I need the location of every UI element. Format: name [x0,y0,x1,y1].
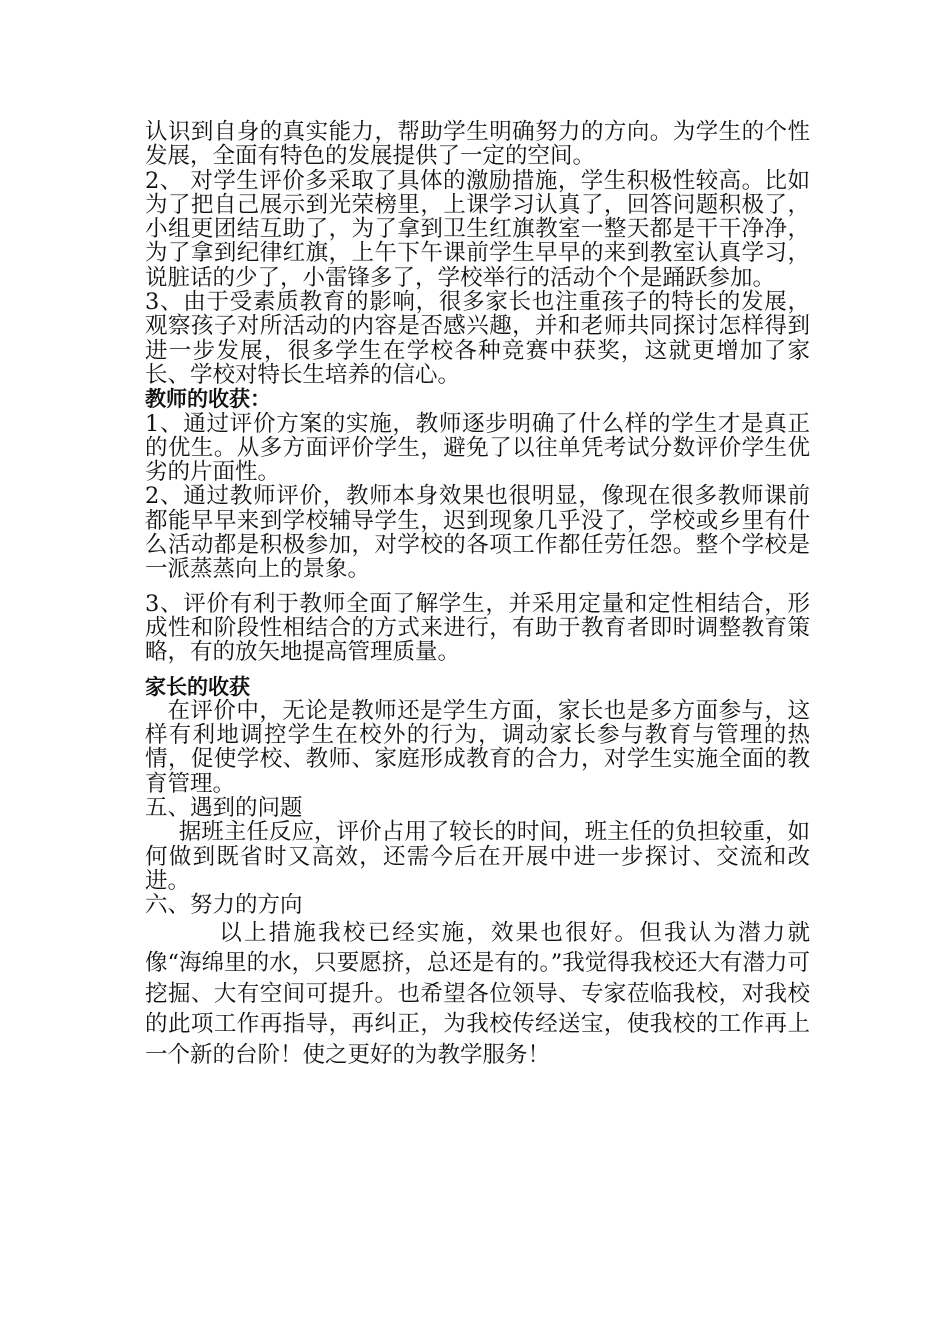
teacher-gains-paragraph-3: 3、评价有利于教师全面了解学生，并采用定量和定性相结合，形成性和阶段性相结合的方式来进行，有助于教育者即时调整教育策略，有的放矢地提高管理质量。 [145,590,810,666]
teacher-gains-paragraph-1: 1、通过评价方案的实施，教师逐步明确了什么样的学生才是真正的优生。从多方面评价学生，避免了以往单凭考试分数评价学生优劣的片面性。 [145,410,810,486]
section-5-title: 五、遇到的问题 [145,795,303,822]
section-5-paragraph: 据班主任反应，评价占用了较长的时间，班主任的负担较重，如何做到既省时又高效，还需今后在开展中进一步探讨、交流和改进。 [145,819,810,894]
teacher-gains-heading: 教师的收获： [145,387,271,412]
student-gains-paragraph-1: 认识到自身的真实能力，帮助学生明确努力的方向。为学生的个性发展，全面有特色的发展提供了一定的空间。 [145,119,810,170]
parent-gains-paragraph: 在评价中，无论是教师还是学生方面，家长也是多方面参与，这样有利地调控学生在校外的行为，调动家长参与教育与管理的热情，促使学校、教师、家庭形成教育的合力，对学生实施全面的教育管理。 [145,697,810,797]
document-page [145,120,810,1070]
section-6-title: 六、努力的方向 [145,892,303,919]
student-gains-paragraph-3: 3、由于受素质教育的影响，很多家长也注重孩子的特长的发展，观察孩子对所活动的内容是否感兴趣，并和老师共同探讨怎样得到进一步发展，很多学生在学校各种竞赛中获奖，这就更增加了家长、学校对特长生培养的信心。 [145,289,810,388]
teacher-gains-paragraph-2: 2、通过教师评价，教师本身效果也很明显，像现在很多教师课前都能早早来到学校辅导学生，迟到现象几乎没了，学校或乡里有什么活动都是积极参加，对学校的各项工作都任劳任怨。整个学校是一派蒸蒸向上的景象。 [145,483,810,583]
parent-gains-heading: 家长的收获 [145,674,250,699]
section-6-paragraph: 以上措施我校已经实施，效果也很好。但我认为潜力就像“海绵里的水，只要愿挤，总还是有的。”我觉得我校还大有潜力可挖掘、大有空间可提升。也希望各位领导、专家莅临我校，对我校的此项工作再指导，再纠正，为我校传经送宝，使我校的工作再上一个新的台阶！使之更好的为教学服务！ [145,919,810,1068]
student-gains-paragraph-2: 2、 对学生评价多采取了具体的激励措施，学生积极性较高。比如为了把自己展示到光荣榜里，上课学习认真了，回答问题积极了，小组更团结互助了，为了拿到卫生红旗教室一整天都是干干净净，为了拿到纪律红旗，上午下午课前学生早早的来到教室认真学习，说脏话的少了，小雷锋多了，学校举行的活动个个是踊跃参加。 [145,167,810,291]
